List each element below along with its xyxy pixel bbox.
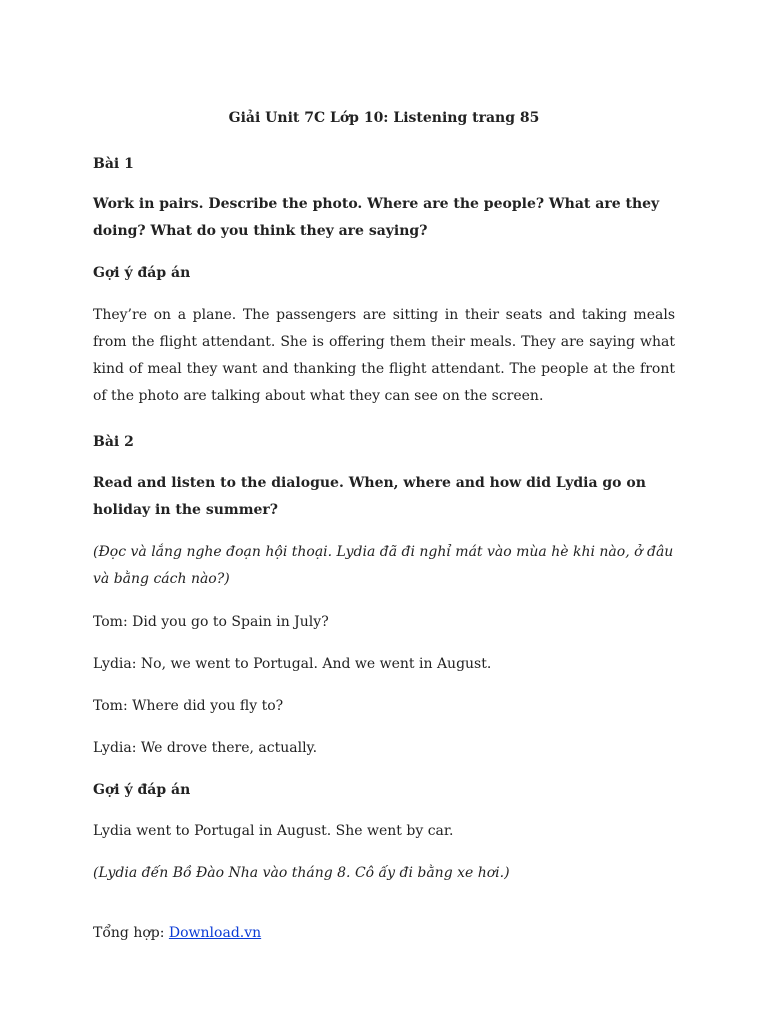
dialogue-line: Tom: Did you go to Spain in July?: [93, 614, 329, 630]
section2-heading: Bài 2: [93, 434, 134, 450]
section1-answer-heading: Gợi ý đáp án: [93, 265, 191, 281]
section2-answer: Lydia went to Portugal in August. She went by car.: [93, 823, 454, 839]
section1-heading: Bài 1: [93, 156, 134, 172]
document-title: Giải Unit 7C Lớp 10: Listening trang 85: [228, 110, 540, 126]
footer-label: Tổng hợp:: [93, 925, 169, 941]
section2-translation: (Đọc và lắng nghe đoạn hội thoại. Lydia đã đi nghỉ mát vào mùa hè khi nào, ở đâu và bằng cách nào?): [93, 544, 674, 587]
dialogue-line: Tom: Where did you fly to?: [93, 698, 284, 714]
section2-question: Read and listen to the dialogue. When, where and how did Lydia go on holiday in the summer?: [93, 475, 646, 518]
section2-answer-translation: (Lydia đến Bồ Đào Nha vào tháng 8. Cô ấy đi bằng xe hơi.): [93, 865, 510, 881]
section2-answer-heading: Gợi ý đáp án: [93, 782, 191, 798]
download-vn-link[interactable]: Download.vn: [168, 925, 262, 941]
footer-source: [93, 923, 261, 943]
section1-answer: They’re on a plane. The passengers are sitting in their seats and taking meals from the flight attendant. She is offering them their meals. They are saying what kind of meal they want and thanking the flight attendant. The people at the front of the photo are talking about what they can see on the screen.: [93, 307, 675, 404]
section1-question: Work in pairs. Describe the photo. Where are the people? What are they doing? What do you think they are saying?: [93, 196, 660, 239]
dialogue-line: Lydia: No, we went to Portugal. And we went in August.: [93, 656, 492, 672]
dialogue-line: Lydia: We drove there, actually.: [93, 740, 318, 756]
